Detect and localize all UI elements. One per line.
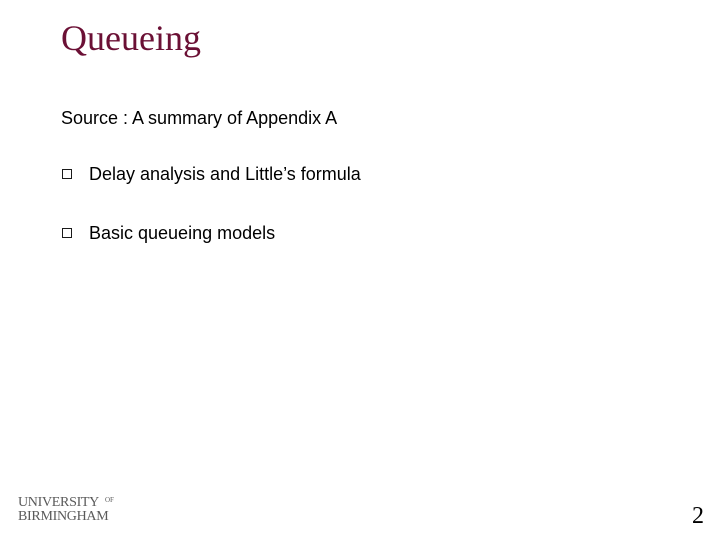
bullet-item [61,221,561,245]
logo-line-birmingham: BIRMINGHAM [18,509,109,524]
logo-line-university: UNIVERSITY [18,495,99,510]
bullet-text: Basic queueing models [89,223,276,243]
bullet-text: Delay analysis and Little’s formula [89,164,361,184]
hollow-square-bullet-icon [62,228,72,238]
source-line: Source : A summary of Appendix A [61,108,338,128]
bullet-item [61,162,561,186]
hollow-square-bullet-icon [62,169,72,179]
slide-title: Queueing [61,18,201,58]
page-number: 2 [692,503,704,529]
logo-of: OF [105,496,114,504]
